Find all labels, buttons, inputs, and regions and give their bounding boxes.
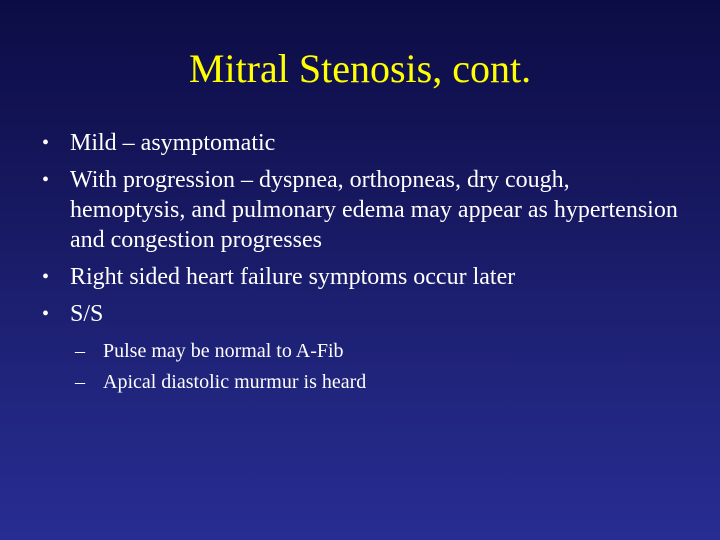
- bullet-text: S/S: [70, 301, 104, 327]
- bullet-marker: •: [42, 266, 50, 288]
- sub-bullet-item: [71, 369, 671, 396]
- sub-bullet-marker: –: [75, 340, 85, 362]
- bullet-item: [38, 299, 678, 329]
- bullet-item: [38, 165, 678, 255]
- sub-bullet-marker: –: [75, 371, 85, 393]
- bullet-text: Right sided heart failure symptoms occur later: [70, 264, 516, 290]
- bullet-marker: •: [42, 169, 50, 191]
- bullet-item: [38, 262, 678, 292]
- sub-bullet-text: Pulse may be normal to A-Fib: [103, 340, 344, 362]
- sub-bullet-text: Apical diastolic murmur is heard: [103, 371, 367, 393]
- sub-bullet-list: [71, 338, 671, 400]
- bullet-marker: •: [42, 303, 50, 325]
- slide-title: Mitral Stenosis, cont.: [188, 46, 532, 91]
- bullet-marker: •: [42, 132, 50, 154]
- sub-bullet-item: [71, 338, 671, 365]
- bullet-list: [38, 128, 678, 336]
- bullet-item: [38, 128, 678, 158]
- bullet-text: With progression – dyspnea, orthopneas, dry cough, hemoptysis, and pulmonary edema may appear as hypertension and congestion progresses: [70, 167, 678, 253]
- bullet-text: Mild – asymptomatic: [70, 130, 276, 156]
